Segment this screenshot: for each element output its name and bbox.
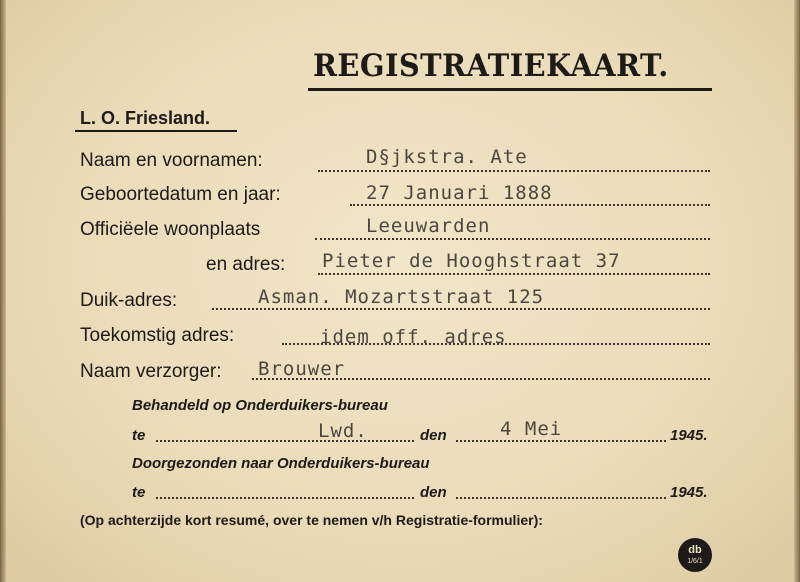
organisation-underline xyxy=(75,130,237,132)
field-value-verzorger: Brouwer xyxy=(258,358,346,380)
behandeld-den-value: 4 Mei xyxy=(500,418,563,440)
footer-note: (Op achterzijde kort resumé, over te nemen v/h Registratie-formulier): xyxy=(80,512,543,528)
field-value-toekomstig: idem off. adres xyxy=(320,326,507,348)
field-value-duikadres: Asman. Mozartstraat 125 xyxy=(258,286,545,308)
field-value-geboortedatum: 27 Januari 1888 xyxy=(366,182,553,204)
field-value-naam: D§jkstra. Ate xyxy=(366,146,528,168)
stamp-bottom-text: 1/6/1 xyxy=(687,558,703,565)
behandeld-te-value: Lwd. xyxy=(318,420,368,442)
printer-stamp xyxy=(678,538,712,572)
card-right-edge xyxy=(794,0,800,582)
behandeld-den-label: den xyxy=(420,427,447,444)
behandeld-te-line xyxy=(156,440,414,442)
behandeld-den-line xyxy=(456,440,666,442)
field-line-geboortedatum xyxy=(350,204,710,206)
field-value-adres: Pieter de Hooghstraat 37 xyxy=(322,250,621,272)
organisation-name: L. O. Friesland. xyxy=(80,108,211,128)
field-label-verzorger: Naam verzorger: xyxy=(80,361,222,382)
card-left-edge xyxy=(0,0,6,582)
behandeld-te-label: te xyxy=(132,427,146,444)
doorgezonden-den-line xyxy=(456,497,666,499)
field-label-toekomstig: Toekomstig adres: xyxy=(80,325,235,346)
field-line-naam xyxy=(318,170,710,172)
field-label-adres: en adres: xyxy=(206,254,286,275)
field-label-geboortedatum: Geboortedatum en jaar: xyxy=(80,184,281,205)
doorgezonden-year: 1945. xyxy=(670,484,708,501)
title-underline xyxy=(308,88,712,91)
behandeld-heading: Behandeld op Onderduikers-bureau xyxy=(132,397,388,414)
doorgezonden-te-line xyxy=(156,497,414,499)
doorgezonden-heading: Doorgezonden naar Onderduikers-bureau xyxy=(132,455,430,472)
field-line-adres xyxy=(318,273,710,275)
field-label-duikadres: Duik-adres: xyxy=(80,290,178,311)
doorgezonden-te-label: te xyxy=(132,484,146,501)
field-label-naam: Naam en voornamen: xyxy=(80,150,263,171)
doorgezonden-den-label: den xyxy=(420,484,447,501)
field-label-woonplaats: Officiëele woonplaats xyxy=(80,219,261,240)
field-value-woonplaats: Leeuwarden xyxy=(366,215,491,237)
card-title: REGISTRATIEKAART. xyxy=(313,48,669,84)
field-line-duikadres xyxy=(212,308,710,310)
field-line-woonplaats xyxy=(315,238,710,240)
stamp-top-text: db xyxy=(688,544,702,556)
behandeld-year: 1945. xyxy=(670,427,708,444)
